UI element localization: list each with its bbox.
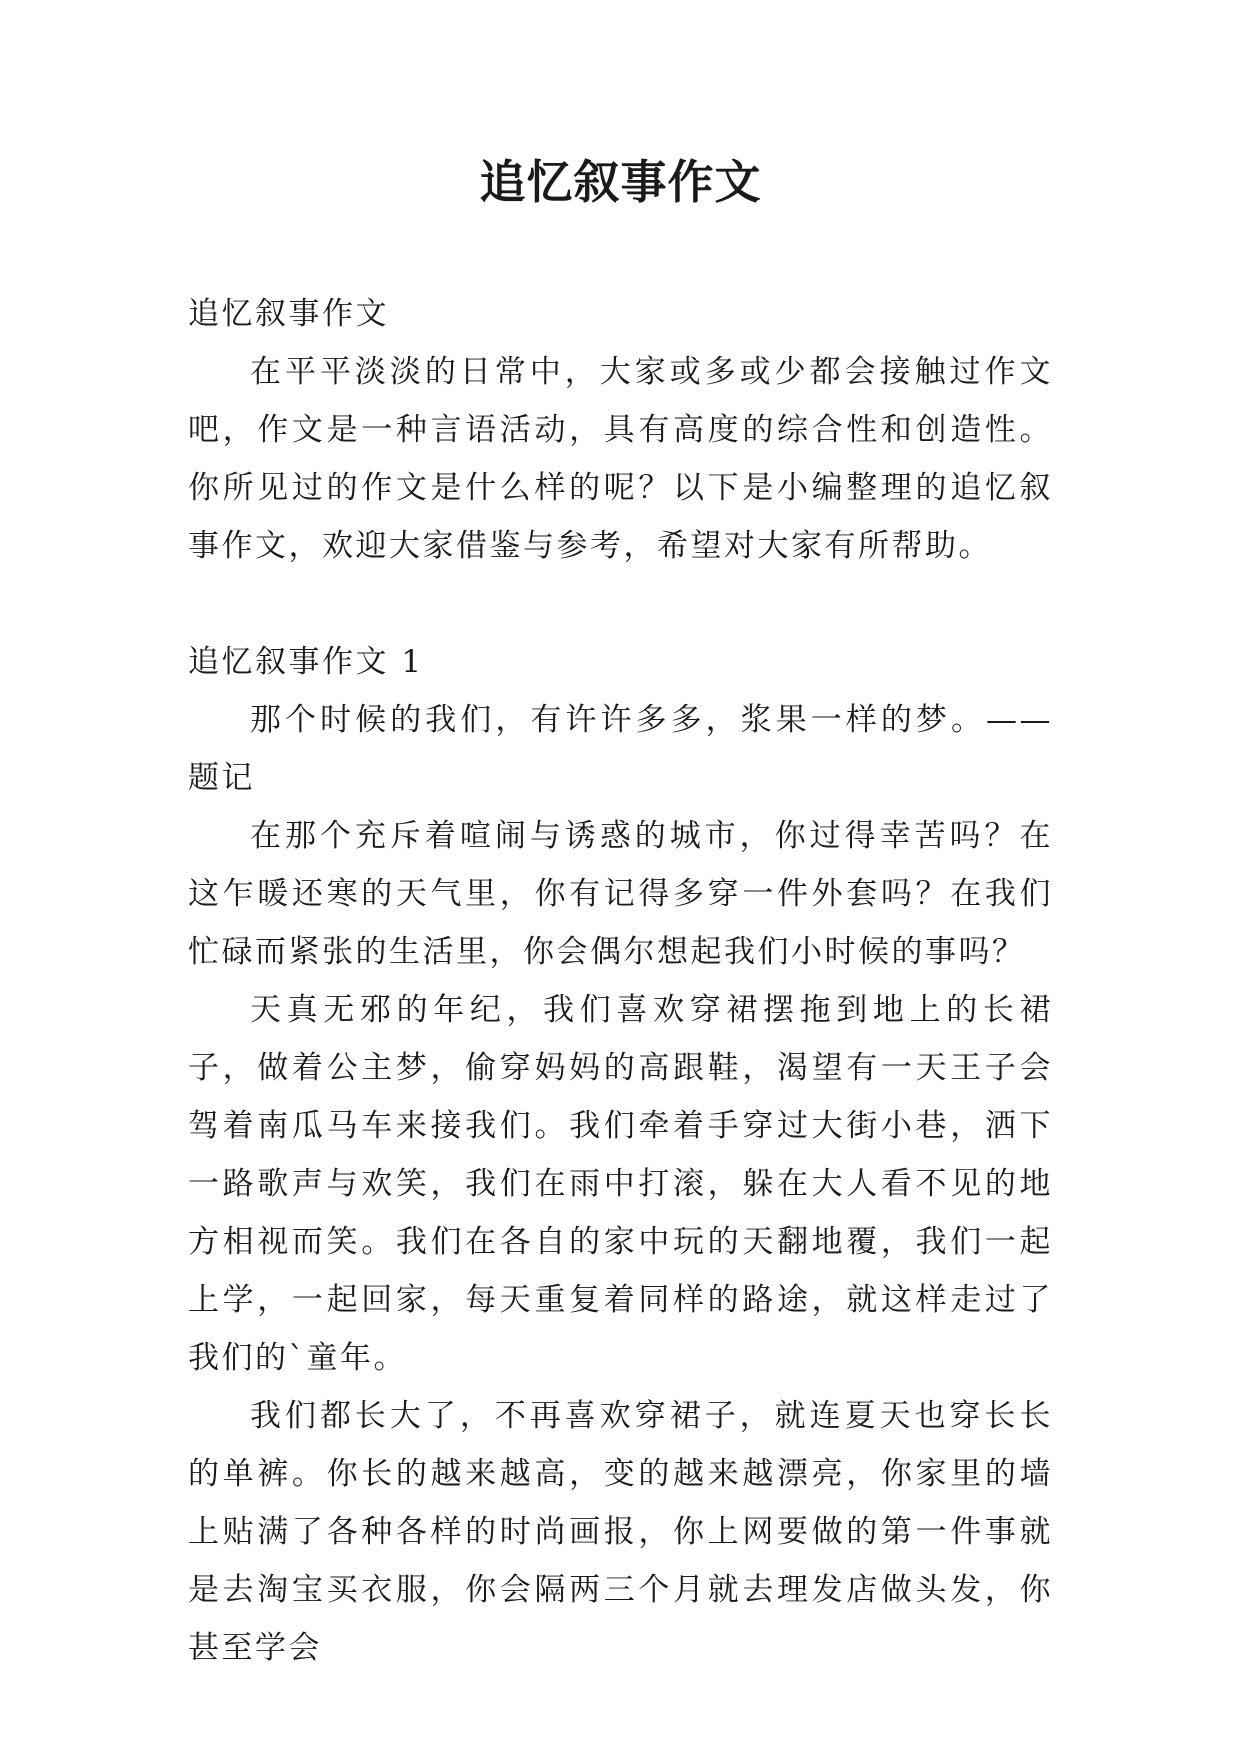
section-1-paragraph: 那个时候的我们，有许许多多，浆果一样的梦。——题记 <box>188 702 1053 796</box>
section-1-paragraph: 我们都长大了，不再喜欢穿裙子，就连夏天也穿长长的单裤。你长的越来越高，变的越来越漂亮，你家里的墙上贴满了各种各样的时尚画报，你上网要做的第一件事就是去淘宝买衣服，你会隔两三个月就去理发店做头发，你甚至学会 <box>188 1398 1053 1666</box>
intro-heading: 追忆叙事作文 <box>188 296 389 332</box>
section-spacer <box>188 575 1053 633</box>
section-1-paragraph: 在那个充斥着喧闹与诱惑的城市，你过得幸苦吗？在这乍暖还寒的天气里，你有记得多穿一件外套吗？在我们忙碌而紧张的生活里，你会偶尔想起我们小时候的事吗？ <box>188 818 1053 970</box>
section-1-heading: 追忆叙事作文 1 <box>188 644 424 680</box>
intro-paragraph: 在平平淡淡的日常中，大家或多或少都会接触过作文吧，作文是一种言语活动，具有高度的综合性和创造性。你所见过的作文是什么样的呢？以下是小编整理的追忆叙事作文，欢迎大家借鉴与参考，希望对大家有所帮助。 <box>188 354 1053 564</box>
document-title: 追忆叙事作文 <box>479 155 762 209</box>
document-body <box>188 285 1053 1677</box>
section-1-paragraph: 天真无邪的年纪，我们喜欢穿裙摆拖到地上的长裙子，做着公主梦，偷穿妈妈的高跟鞋，渴望有一天王子会驾着南瓜马车来接我们。我们牵着手穿过大街小巷，洒下一路歌声与欢笑，我们在雨中打滚，躲在大人看不见的地方相视而笑。我们在各自的家中玩的天翻地覆，我们一起上学，一起回家，每天重复着同样的路途，就这样走过了我们的`童年。 <box>188 992 1053 1376</box>
